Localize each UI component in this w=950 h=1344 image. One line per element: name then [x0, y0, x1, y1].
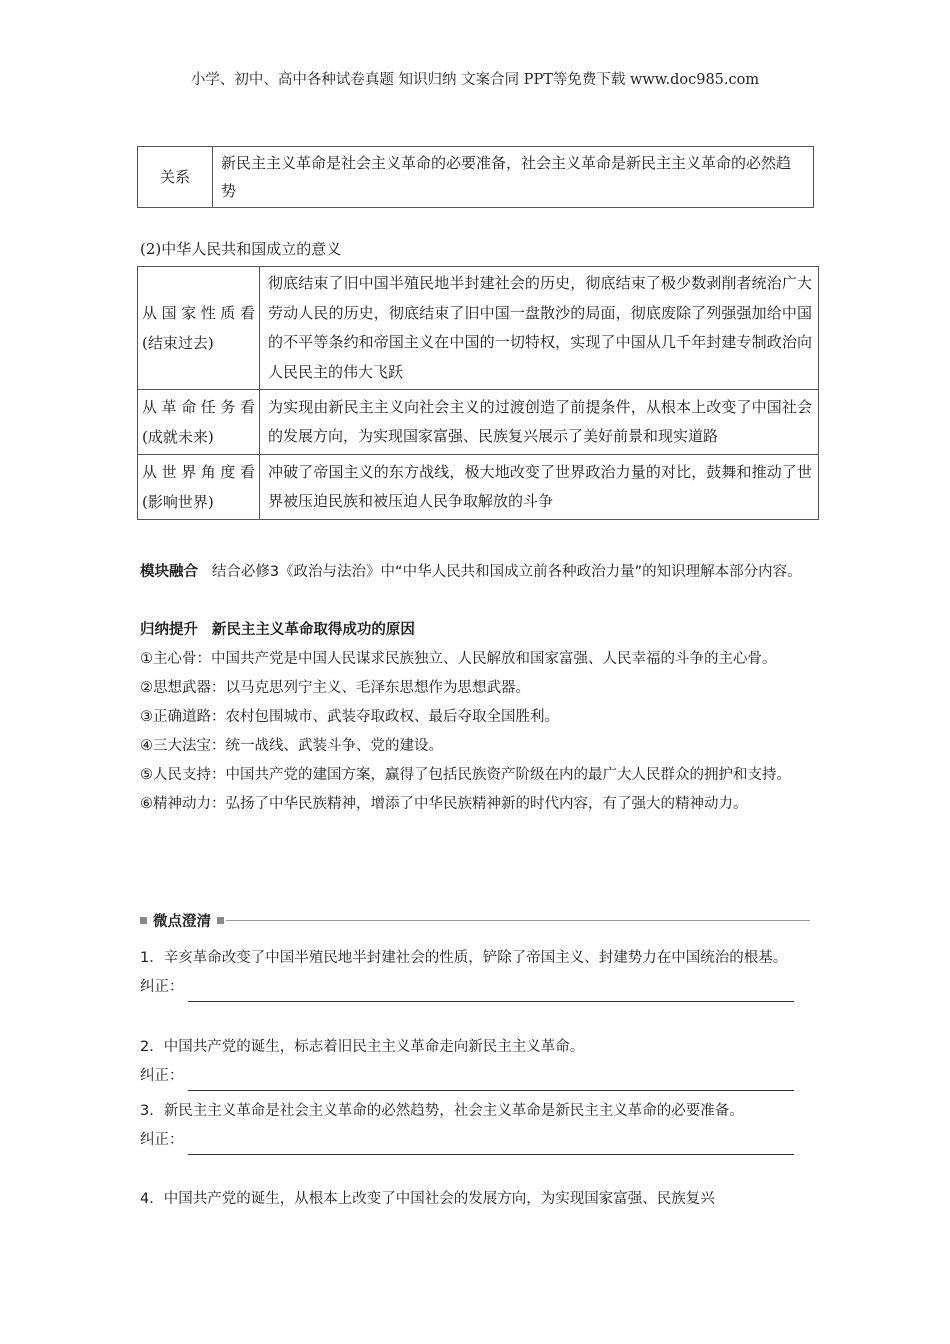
- correction-row: [140, 973, 810, 1002]
- row-key-sub: (影响世界): [142, 493, 214, 511]
- fusion-text: 结合必修3《政治与法治》中“中华人民共和国成立前各种政治力量”的知识理解本部分内容。: [211, 564, 802, 580]
- question-text: 3．新民主主义革命是社会主义革命的必然趋势，社会主义革命是新民主主义革命的必要准备。: [140, 1103, 744, 1119]
- summary-label: 归纳提升: [140, 622, 198, 638]
- row-key: [138, 390, 260, 455]
- correction-row: [140, 1126, 810, 1155]
- table-row: [138, 267, 819, 390]
- question-text: 1．辛亥革命改变了中国半殖民地半封建社会的性质，铲除了帝国主义、封建势力在中国统治的根基。: [140, 950, 788, 966]
- row-key-sub: (成就未来): [142, 428, 214, 446]
- row-key-main: 从世界角度看: [142, 463, 255, 481]
- square-bullet-icon: [140, 917, 147, 924]
- clarify-title: 微点澄清: [153, 913, 211, 930]
- question-text: 4．中国共产党的诞生，从根本上改变了中国社会的发展方向，为实现国家富强、民族复兴: [140, 1191, 715, 1207]
- module-fusion: [140, 558, 810, 587]
- question-4: [140, 1185, 810, 1214]
- list-item: ②思想武器：以马克思列宁主义、毛泽东思想作为思想武器。: [140, 680, 530, 696]
- list-item: ⑤人民支持：中国共产党的建国方案，赢得了包括民族资产阶级在内的最广大人民群众的拥护和支持。: [140, 767, 791, 783]
- answer-line[interactable]: [188, 1136, 794, 1155]
- question-text: 2．中国共产党的诞生，标志着旧民主主义革命走向新民主主义革命。: [140, 1039, 585, 1055]
- table-row: [138, 390, 819, 455]
- page-header: 小学、初中、高中各种试卷真题 知识归纳 文案合同 PPT等免费下载 www.doc985.com: [190, 72, 760, 88]
- row-key-main: 从国家性质看: [142, 304, 255, 322]
- list-item: ③正确道路：农村包围城市、武装夺取政权、最后夺取全国胜利。: [140, 709, 559, 725]
- summary-title: 新民主主义革命取得成功的原因: [211, 622, 415, 638]
- question-2: [140, 1033, 810, 1091]
- correction-row: [140, 1062, 810, 1091]
- reasons-list: [140, 645, 810, 819]
- relation-table: [137, 146, 814, 208]
- row-key: [138, 455, 260, 520]
- list-item: ④三大法宝：统一战线、武装斗争、党的建设。: [140, 738, 443, 754]
- row-value: 彻底结束了旧中国半殖民地半封建社会的历史，彻底结束了极少数剥削者统治广大劳动人民的历史，彻底结束了旧中国一盘散沙的局面，彻底废除了列强强加给中国的不平等条约和帝国主义在中国的一切特权，实现了中国从几千年封建专制政治向人民民主的伟大飞跃: [260, 267, 819, 390]
- list-item: ⑥精神动力：弘扬了中华民族精神，增添了中华民族精神新的时代内容，有了强大的精神动力。: [140, 796, 748, 812]
- relation-key: 关系: [138, 147, 213, 208]
- answer-line[interactable]: [188, 1072, 794, 1091]
- question-3: [140, 1097, 810, 1155]
- row-value: 为实现由新民主主义向社会主义的过渡创造了前提条件，从根本上改变了中国社会的发展方向，为实现国家富强、民族复兴展示了美好前景和现实道路: [260, 390, 819, 455]
- list-item: ①主心骨：中国共产党是中国人民谋求民族独立、人民解放和国家富强、人民幸福的斗争的主心骨。: [140, 651, 777, 667]
- fusion-label: 模块融合: [140, 564, 198, 580]
- table-row: [138, 455, 819, 520]
- square-bullet-icon: [217, 917, 224, 924]
- correction-label: 纠正：: [140, 979, 184, 995]
- row-key: [138, 267, 260, 390]
- section-title: (2)中华人民共和国成立的意义: [140, 240, 342, 258]
- significance-table: [137, 266, 819, 520]
- row-key-sub: (结束过去): [142, 334, 214, 352]
- correction-label: 纠正：: [140, 1132, 184, 1148]
- summary-heading: [140, 616, 810, 645]
- question-1: [140, 944, 810, 1002]
- relation-value: 新民主主义革命是社会主义革命的必要准备，社会主义革命是新民主主义革命的必然趋势: [213, 147, 814, 208]
- correction-label: 纠正：: [140, 1068, 184, 1084]
- row-value: 冲破了帝国主义的东方战线，极大地改变了世界政治力量的对比，鼓舞和推动了世界被压迫民族和被压迫人民争取解放的斗争: [260, 455, 819, 520]
- answer-line[interactable]: [188, 983, 794, 1002]
- divider: [226, 920, 810, 921]
- row-key-main: 从革命任务看: [142, 398, 255, 416]
- clarify-heading: [140, 910, 810, 930]
